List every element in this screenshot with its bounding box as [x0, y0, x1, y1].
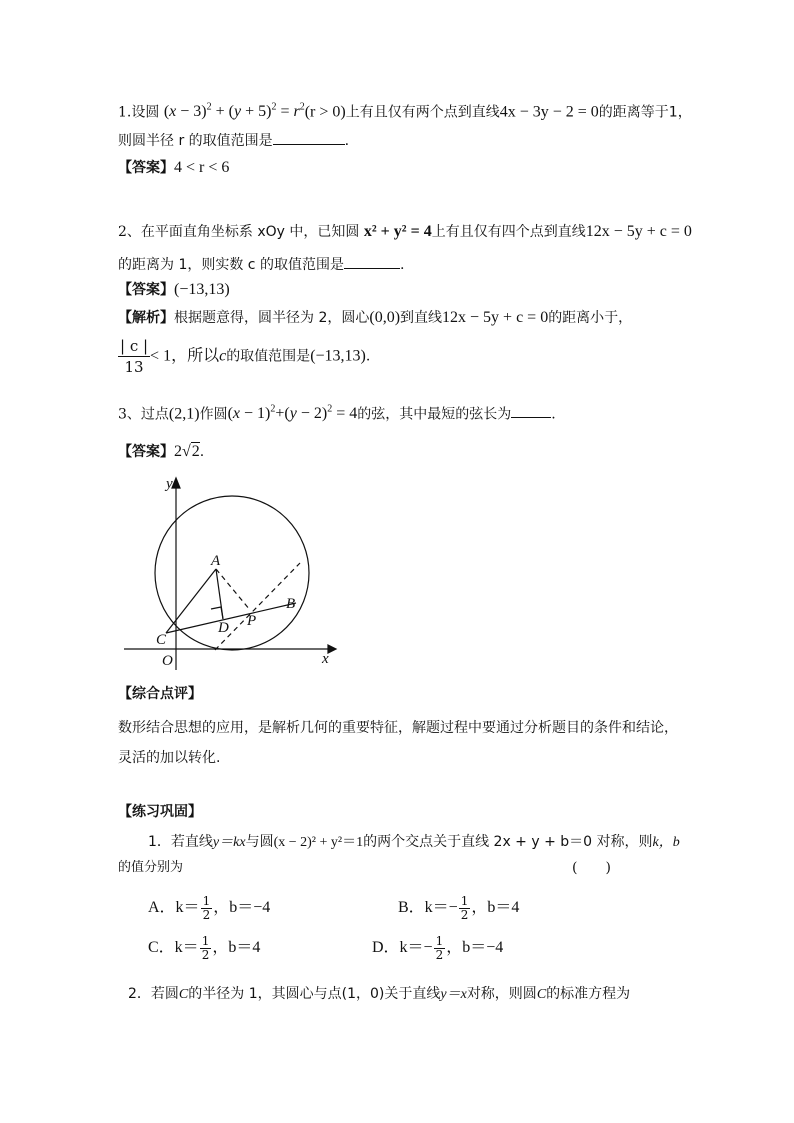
practice-q2-line1: 2．若圆C的半径为 1，其圆心与点(1，0)关于直线y＝x对称，则圆C的标准方程为 [128, 986, 631, 1002]
practice-heading: 【练习巩固】 [118, 804, 202, 820]
q3-circle-equation: $(x - 1)^2+(y - 2)^2 = 4$ [227, 404, 358, 423]
x-axis-arrow [328, 645, 336, 653]
option-c[interactable]: C．k＝ $\frac{1}{2}$ ，b＝4 [148, 933, 261, 962]
circle [155, 496, 309, 650]
review-line1: 数形结合思想的应用，是解析几何的重要特征，解题过程中要通过分析题目的条件和结论， [118, 720, 678, 736]
label-y: y [166, 476, 173, 492]
q2-answer: 【答案】(−13,13) [118, 281, 230, 298]
label-c: C [156, 632, 167, 648]
y-axis-arrow [172, 478, 180, 488]
q2-line2: 的距离为 1，则实数 c 的取值范围是 . [118, 254, 404, 275]
q1-line2: 则圆半径 r 的取值范围是 . [118, 130, 349, 151]
label-p: P [247, 613, 257, 629]
q3-answer: 【答案】2√2. [118, 443, 205, 460]
q1-blank [273, 130, 345, 145]
q1-line-equation: 4x − 3y − 2 = 0 [499, 103, 599, 121]
q2-line1: 2、在平面直角坐标系 xOy 中，已知圆 x² + y² = 4上有且仅有四个点到直线12x − 5y + c = 0 [118, 223, 692, 240]
label-x: x [322, 651, 329, 667]
q2-solution-line1: 【解析】根据题意得，圆半径为 2，圆心(0,0)到直线12x − 5y + c = 0的距离小于， [118, 309, 633, 326]
option-d[interactable]: D．k＝− $\frac{1}{2}$ ，b＝−4 [372, 933, 504, 962]
practice-q1-line1: 1．若直线y＝kx与圆(x − 2)² + y²＝1的两个交点关于直线 2x + y + b＝0 对称，则k，b [148, 834, 680, 850]
q2-solution-line2: $\frac{| c |}{13}$ < 1，所以c的取值范围是(−13,13). [120, 337, 371, 376]
q1-circle-equation: $(x - 3)^2 + (y + 5)^2 = r^2$ [163, 102, 305, 121]
label-d: D [218, 620, 229, 636]
option-b[interactable]: B．k＝− $\frac{1}{2}$ ，b＝4 [398, 893, 520, 922]
q1-number: 1. [118, 104, 132, 121]
q1-line1: 1.设圆 $(x - 3)^2 + (y + 5)^2 = r^2(r > 0)$上有且仅有两个点到直线4x − 3y − 2 = 0的距离等于1， [118, 102, 692, 121]
review-heading: 【综合点评】 [118, 686, 202, 702]
q2-fraction: $\frac{| c |}{13}$ [120, 337, 149, 376]
right-angle-marker [211, 607, 223, 619]
q1-answer: 【答案】4 < r < 6 [118, 159, 230, 176]
practice-q1-line2: 的值分别为 [118, 860, 184, 875]
label-b: B [286, 596, 296, 612]
label-o: O [162, 653, 173, 669]
q2-blank [344, 254, 400, 269]
q3-blank [511, 403, 551, 418]
label-a: A [211, 553, 221, 569]
geometry-figure [110, 470, 350, 675]
option-a[interactable]: A．k＝ $\frac{1}{2}$ ，b＝−4 [148, 893, 271, 922]
q3-line1: 3、过点(2,1)作圆$(x - 1)^2+(y - 2)^2 = 4$的弦，其中最短的弦长为 . [118, 404, 556, 423]
review-line2: 灵活的加以转化. [118, 750, 221, 766]
answer-paren: ( ) [572, 860, 611, 876]
